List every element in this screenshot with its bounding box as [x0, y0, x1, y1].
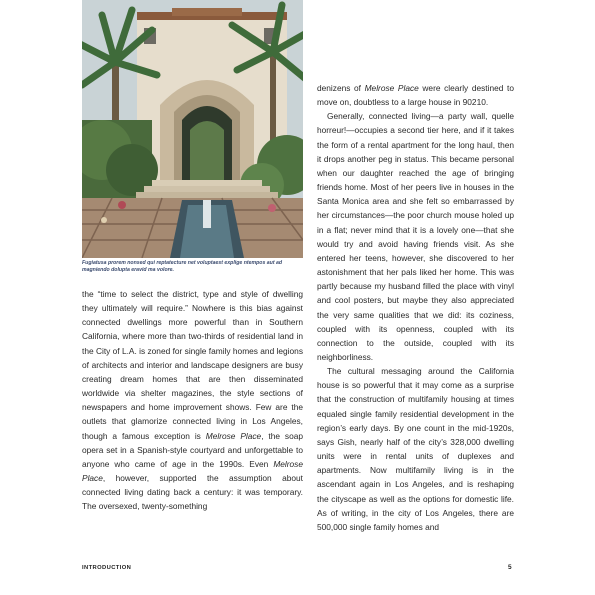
left-paragraph: the “time to select the district, type and style of dwelling they ultimately will require.” Nowhere is this bias against connected dwellings more powerful than in Southern California, where more than two-thirds of residential land in the City of L.A. is zoned for single family homes and legions of architects and interior and landscape designers are busy creating dream homes that are then disseminated worldwide via shelter magazines, the style sections of newspapers and home improvement shows. Few are the outlets that glamorize connected living in Los Angeles, though a famous exception is Melrose Place, the soap opera set in a Spanish-style courtyard and unforgettable to anyone who came of age in the 1990s. Even Melrose Place, however, supported the assumption about connected living dating back a century: it was temporary. The oversexed, twenty-something [82, 289, 304, 512]
photo-caption: Fugiatusa prorem nonsed qui reptatecture net voluptaest explige ntempos aut ad magniendo dolupta eravid ma volore. [82, 260, 283, 274]
right-paragraph-1: denizens of Melrose Place were clearly destined to move on, doubtless to a large house in 90210. [317, 83, 514, 108]
page-number: 5 [508, 564, 512, 571]
left-text-column [82, 287, 303, 514]
section-title: INTRODUCTION [82, 565, 132, 571]
courtyard-photo [82, 0, 303, 258]
right-paragraph-2: Generally, connected living—a party wall, quelle horreur!—occupies a second tier here, and if it takes the form of a rental apartment for the long haul, then it drops another peg in status. This became personal when our daughter reached the age of bringing friends home. Most of her peers live in houses in the Santa Monica area and she felt so embarrassed by her circumstances—the poor church mouse holed up in a flat; never mind that it is a lovely one—that she would try and avoid having friends visit. As she entered her teens, however, she discovered to her astonishment that her pals liked her home. This was partly because my husband filled the place with vinyl and cool posters, but maybe they also appreciated the very same qualities that we did: its coziness, coupled with its openness, coupled with its connection to the outside, coupled with its neighborliness. [317, 111, 514, 362]
right-paragraph-3: The cultural messaging around the California house is so powerful that it may come as a surprise that the construction of multifamily housing at times equaled single family residential development in the region’s early days. By one count in the mid-1920s, says Gish, nearly half of the city’s 328,000 dwelling units were in rental units of duplexes and apartments. Now multifamily living is in the ascendant again in Los Angeles, and is reshaping the cityscape as well as the options for domestic life. As of writing, in the city of Los Angeles, there are 500,000 single family homes and [317, 366, 514, 532]
right-text-column [317, 81, 514, 534]
